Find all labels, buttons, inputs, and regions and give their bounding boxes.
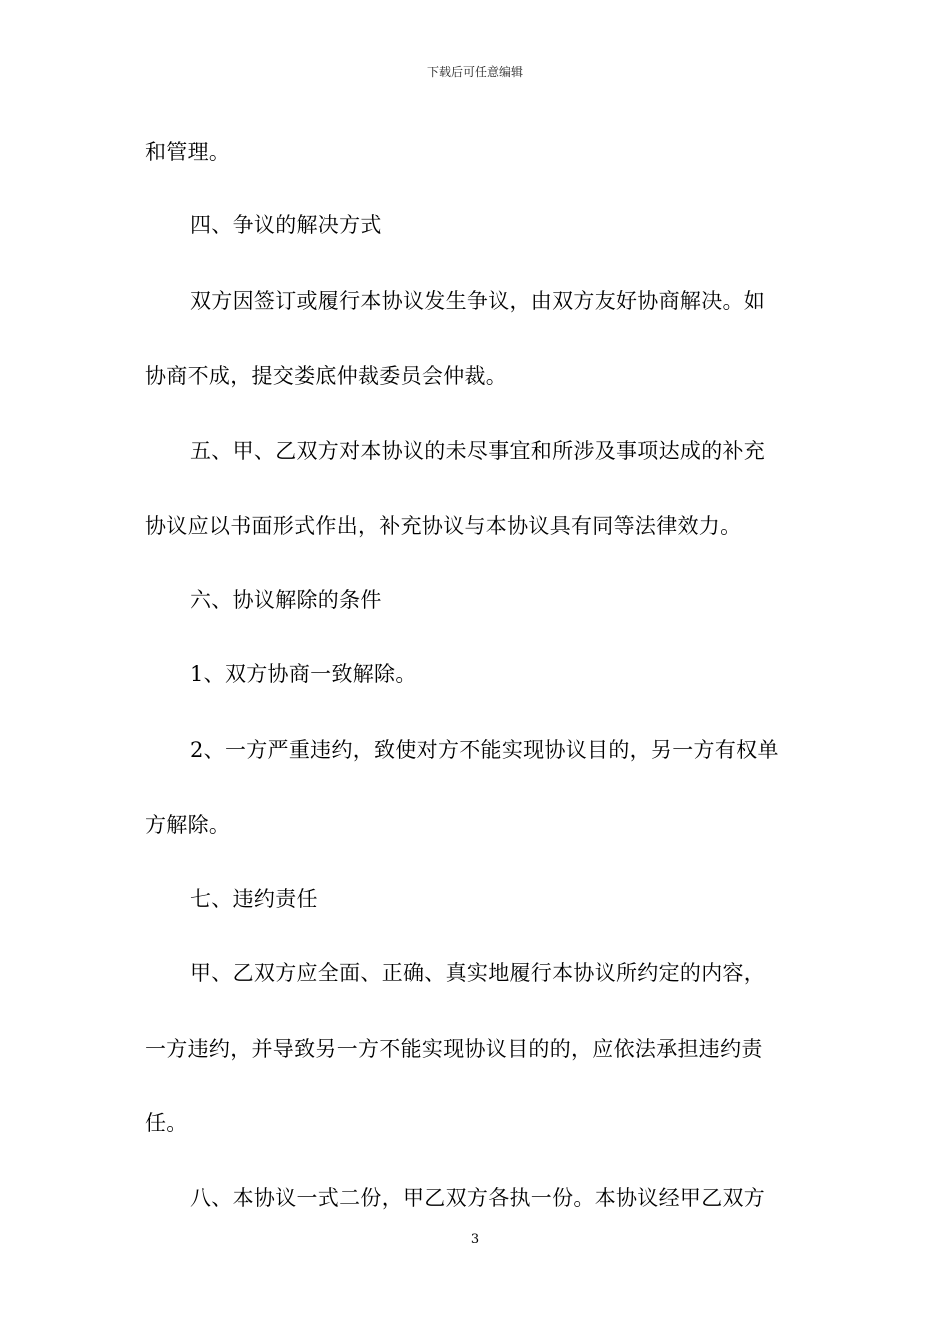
page-header: 下载后可任意编辑	[426, 65, 523, 79]
text-line: 双方因签订或履行本协议发生争议，由双方友好协商解决。如	[190, 289, 766, 313]
section-heading: 七、违约责任	[190, 887, 318, 911]
text-line: 一方违约，并导致另一方不能实现协议目的的，应依法承担违约责	[145, 1037, 763, 1061]
text-line: 任。	[145, 1111, 188, 1135]
text-line: 2、一方严重违约，致使对方不能实现协议目的，另一方有权单	[190, 738, 779, 762]
text-line: 八、本协议一式二份，甲乙双方各执一份。本协议经甲乙双方	[190, 1186, 766, 1210]
text-line: 1、双方协商一致解除。	[190, 662, 417, 686]
text-line: 和管理。	[145, 140, 231, 164]
text-line: 五、甲、乙双方对本协议的未尽事宜和所涉及事项达成的补充	[190, 439, 766, 463]
page-number: 3	[470, 1232, 480, 1247]
text-line: 甲、乙双方应全面、正确、真实地履行本协议所约定的内容，	[190, 961, 766, 985]
text-line: 方解除。	[145, 813, 231, 837]
section-heading: 四、争议的解决方式	[190, 213, 382, 237]
text-line: 协商不成，提交娄底仲裁委员会仲裁。	[145, 364, 508, 388]
text-line: 协议应以书面形式作出，补充协议与本协议具有同等法律效力。	[145, 514, 742, 538]
section-heading: 六、协议解除的条件	[190, 588, 382, 612]
